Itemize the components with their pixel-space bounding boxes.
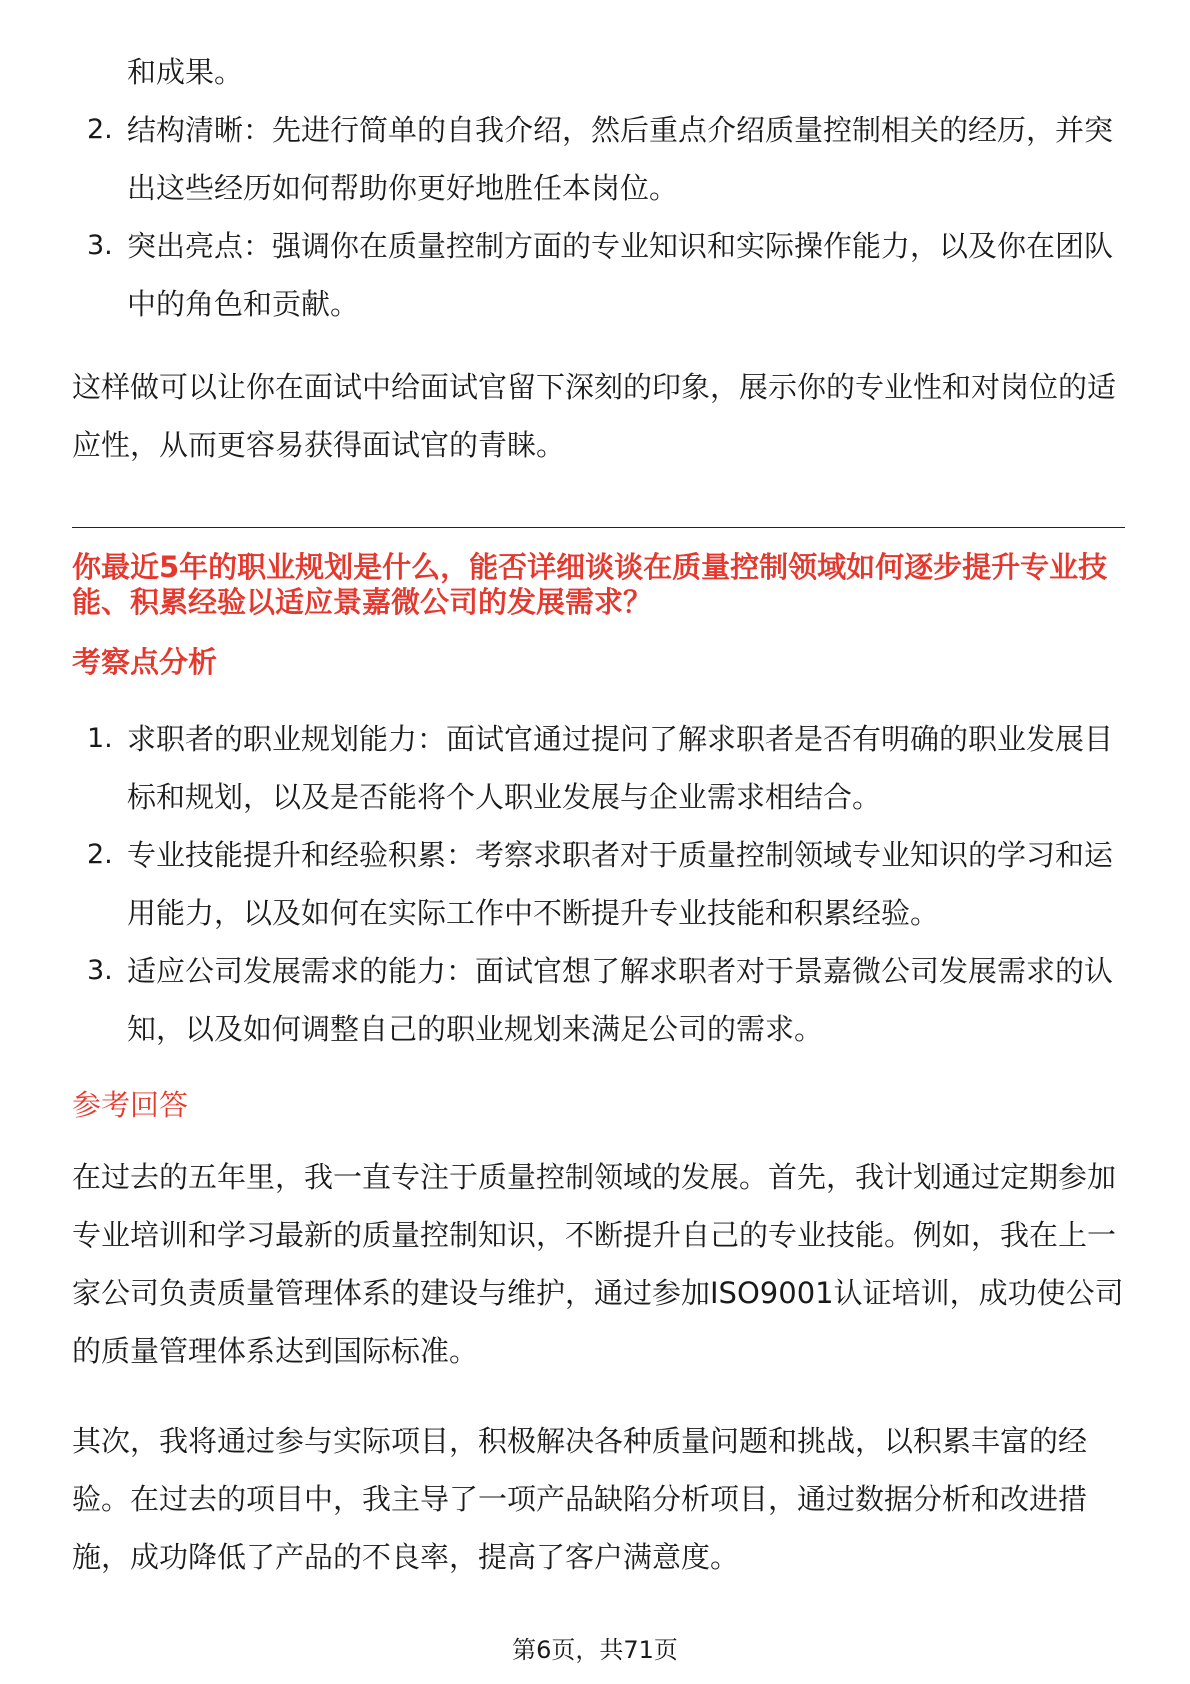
list-item-text-line: 中的角色和贡献。 (127, 287, 360, 321)
answer-paragraph (72, 1148, 1125, 1380)
list-item-text-line: 突出亮点：强调你在质量控制方面的专业知识和实际操作能力，以及你在团队 (127, 229, 1114, 263)
list-item-text-line: 出这些经历如何帮助你更好地胜任本岗位。 (127, 171, 679, 205)
list-item-number: 2. (87, 114, 113, 145)
page-number: 第6页，共71页 (512, 1636, 678, 1664)
list-item-text-line: 和成果。 (127, 55, 244, 89)
paragraph-line: 这样做可以让你在面试中给面试官留下深刻的印象，展示你的专业性和对岗位的适 (72, 370, 1117, 404)
analysis-list (72, 710, 1125, 1058)
paragraph-line: 专业培训和学习最新的质量控制知识，不断提升自己的专业技能。例如，我在上一 (72, 1218, 1117, 1252)
answer-paragraph (72, 1412, 1125, 1586)
list-item (72, 710, 1125, 826)
list-item-number: 2. (87, 839, 113, 870)
list-item (72, 101, 1125, 217)
paragraph-line: 施，成功降低了产品的不良率，提高了客户满意度。 (72, 1540, 740, 1574)
list-item-number: 3. (87, 230, 113, 261)
answer-heading: 参考回答 (72, 1088, 189, 1122)
paragraph-line: 的质量管理体系达到国际标准。 (72, 1334, 479, 1368)
list-item (72, 826, 1125, 942)
section-divider (72, 527, 1125, 528)
list-item-number: 3. (87, 955, 113, 986)
paragraph-line: 其次，我将通过参与实际项目，积极解决各种质量问题和挑战，以积累丰富的经 (72, 1424, 1088, 1458)
list-item-text-line: 求职者的职业规划能力：面试官通过提问了解求职者是否有明确的职业发展目 (127, 722, 1114, 756)
list-item (72, 942, 1125, 1058)
list-item (72, 217, 1125, 333)
list-item-number: 1. (87, 723, 113, 754)
list-item-text-line: 适应公司发展需求的能力：面试官想了解求职者对于景嘉微公司发展需求的认 (127, 954, 1114, 988)
question-line: 你最近5年的职业规划是什么，能否详细谈谈在质量控制领域如何逐步提升专业技 (72, 550, 1108, 584)
list-item-text-line: 专业技能提升和经验积累：考察求职者对于质量控制领域专业知识的学习和运 (127, 838, 1114, 872)
intro-list (72, 43, 1125, 333)
analysis-heading: 考察点分析 (72, 645, 218, 679)
paragraph-line: 验。在过去的项目中，我主导了一项产品缺陷分析项目，通过数据分析和改进措 (72, 1482, 1088, 1516)
list-item-text-line: 用能力，以及如何在实际工作中不断提升专业技能和积累经验。 (127, 896, 940, 930)
list-item-continuation (72, 43, 1125, 101)
interview-question (72, 550, 1125, 620)
paragraph-line: 在过去的五年里，我一直专注于质量控制领域的发展。首先，我计划通过定期参加 (72, 1160, 1117, 1194)
page-content (72, 43, 1125, 1586)
paragraph-line: 家公司负责质量管理体系的建设与维护，通过参加ISO9001认证培训，成功使公司 (72, 1276, 1124, 1310)
list-item-text-line: 结构清晰：先进行简单的自我介绍，然后重点介绍质量控制相关的经历，并突 (127, 113, 1114, 147)
list-item-text-line: 标和规划，以及是否能将个人职业发展与企业需求相结合。 (127, 780, 882, 814)
list-item-text-line: 知，以及如何调整自己的职业规划来满足公司的需求。 (127, 1012, 824, 1046)
paragraph-line: 应性，从而更容易获得面试官的青睐。 (72, 428, 566, 462)
question-line: 能、积累经验以适应景嘉微公司的发展需求？ (72, 585, 653, 619)
summary-paragraph (72, 358, 1125, 474)
